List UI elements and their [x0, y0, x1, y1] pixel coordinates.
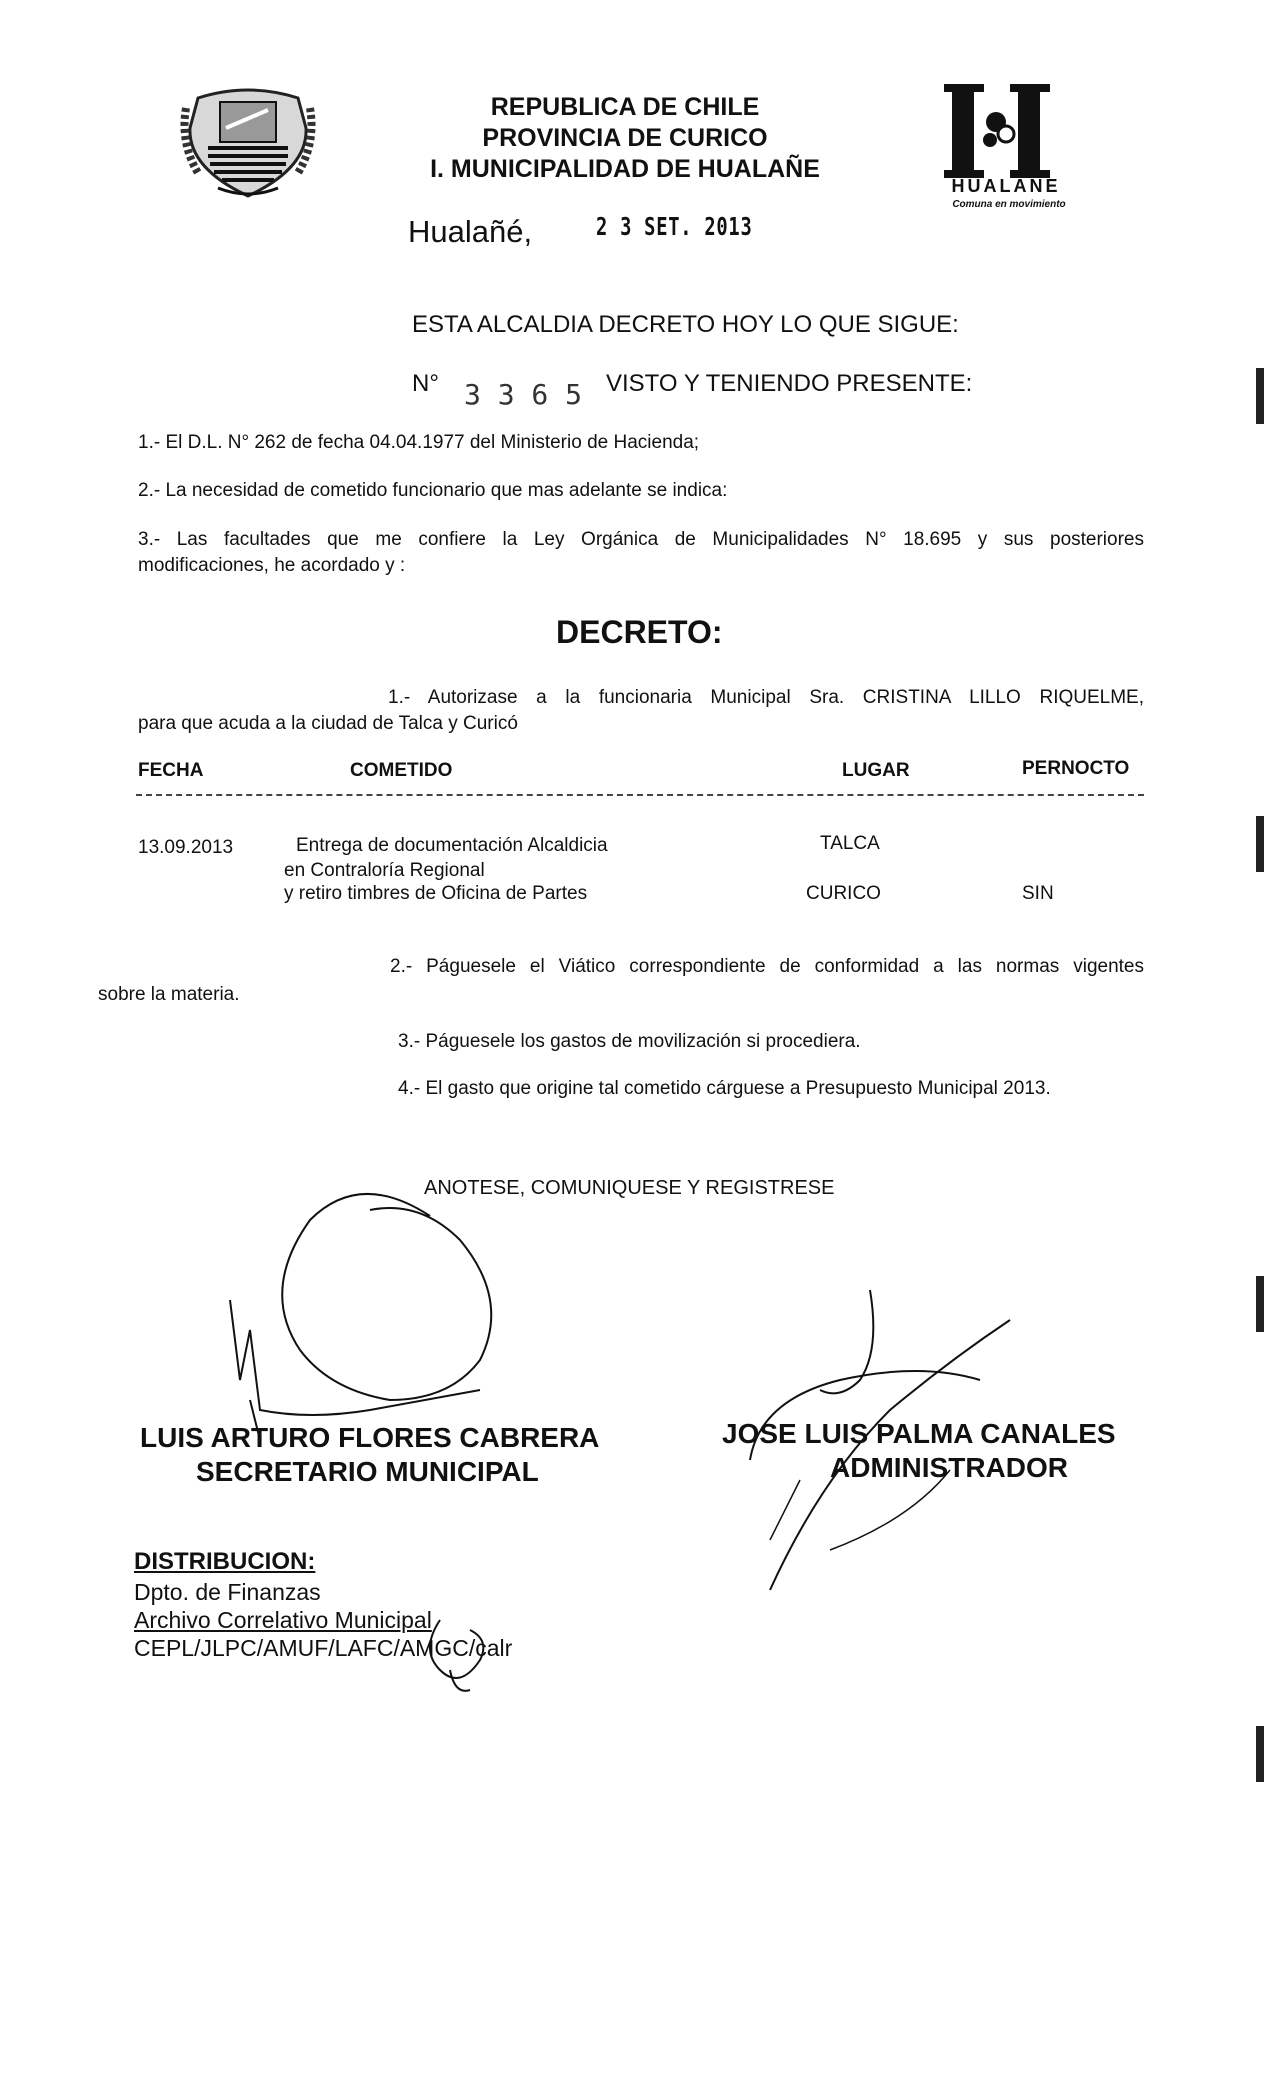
article-4: 4.- El gasto que origine tal cometido cárguese a Presupuesto Municipal 2013.: [398, 1078, 1051, 1099]
article-2-line1: 2.- Páguesele el Viático correspondiente de conformidad a las normas vigentes: [390, 956, 1144, 977]
left-signatory-name: LUIS ARTURO FLORES CABRERA: [140, 1422, 600, 1453]
row-pernocto: SIN: [1022, 883, 1054, 904]
header-province: PROVINCIA DE CURICO: [482, 124, 768, 152]
row-cometido-2: en Contraloría Regional: [284, 860, 485, 881]
intro-line: ESTA ALCALDIA DECRETO HOY LO QUE SIGUE:: [412, 311, 959, 338]
right-signatory-name: JOSE LUIS PALMA CANALES: [722, 1418, 1116, 1449]
consideration-3: 3.- Las facultades que me confiere la Ley Orgánica de Municipalidades N° 18.695 y sus posteriores: [138, 529, 1144, 550]
col-header-lugar: LUGAR: [842, 760, 910, 781]
left-signatory-title: SECRETARIO MUNICIPAL: [196, 1456, 539, 1487]
hualane-logo: [944, 82, 1074, 222]
right-signature-scribble: [690, 1290, 1030, 1610]
distribution-item-3: CEPL/JLPC/AMUF/LAFC/AMGC/calr: [134, 1635, 513, 1661]
distribution-item-1: Dpto. de Finanzas: [134, 1579, 321, 1605]
article-3: 3.- Páguesele los gastos de movilización si procediera.: [398, 1031, 861, 1052]
row-cometido-1: Entrega de documentación Alcaldicia: [296, 835, 608, 856]
article-2-line2: sobre la materia.: [98, 984, 240, 1005]
row-lugar-2: CURICO: [806, 883, 881, 904]
row-fecha: 13.09.2013: [138, 837, 234, 858]
left-signature-scribble: [220, 1180, 520, 1480]
place-label: Hualañé,: [408, 214, 533, 249]
table-separator: [136, 794, 1144, 796]
row-lugar-1: TALCA: [820, 833, 880, 854]
distribution-title: DISTRIBUCION:: [134, 1548, 316, 1575]
logo-text: HUALAÑE: [951, 176, 1061, 196]
article-1-line2: para que acuda a la ciudad de Talca y Curicó: [138, 713, 518, 734]
decree-number-value: 3 3 6 5: [464, 378, 583, 411]
header-municipality: I. MUNICIPALIDAD DE HUALAÑE: [430, 155, 820, 183]
decree-number-label: N°: [412, 370, 439, 397]
scan-mark: [1256, 816, 1264, 872]
scan-mark: [1256, 1726, 1264, 1782]
visto-line: VISTO Y TENIENDO PRESENTE:: [606, 370, 973, 397]
consideration-3-cont: modificaciones, he acordado y :: [138, 555, 406, 576]
consideration-2: 2.- La necesidad de cometido funcionario que mas adelante se indica:: [138, 480, 728, 501]
closing-line: ANOTESE, COMUNIQUESE Y REGISTRESE: [424, 1177, 835, 1199]
row-cometido-3: y retiro timbres de Oficina de Partes: [284, 883, 588, 904]
decreto-title: DECRETO:: [556, 614, 723, 650]
col-header-pernocto: PERNOCTO: [1022, 758, 1130, 779]
right-signatory-title: ADMINISTRADOR: [830, 1452, 1068, 1483]
consideration-1: 1.- El D.L. N° 262 de fecha 04.04.1977 del Ministerio de Hacienda;: [138, 432, 700, 453]
scan-mark: [1256, 1276, 1264, 1332]
hualane-h-icon: [944, 82, 1074, 182]
scan-mark: [1256, 368, 1264, 424]
logo-slogan: Comuna en movimiento: [952, 199, 1066, 210]
col-header-cometido: COMETIDO: [350, 760, 453, 781]
date-stamp: 2 3 SET. 2013: [596, 212, 753, 241]
coat-of-arms-logo: [178, 88, 318, 200]
article-1-line1: 1.- Autorizase a la funcionaria Municipal Sra. CRISTINA LILLO RIQUELME,: [388, 687, 1144, 708]
header-republic: REPUBLICA DE CHILE: [490, 93, 760, 121]
col-header-fecha: FECHA: [138, 760, 204, 781]
distribution-item-2: Archivo Correlativo Municipal: [134, 1607, 432, 1633]
